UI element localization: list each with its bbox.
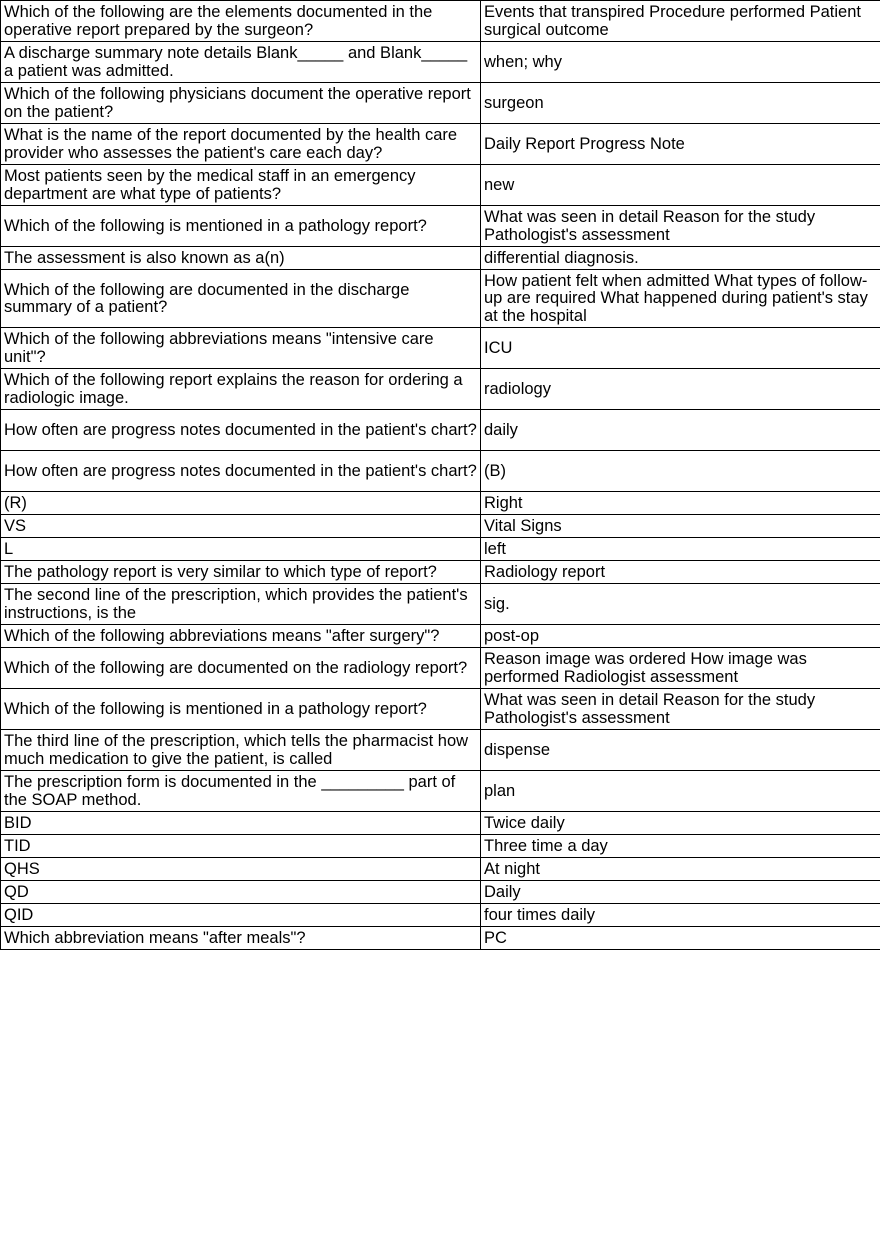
table-row — [1, 584, 880, 625]
answer-cell: plan — [481, 771, 880, 812]
table-row — [1, 270, 880, 328]
table-row — [1, 730, 880, 771]
answer-cell: four times daily — [481, 904, 880, 927]
answer-cell: What was seen in detail Reason for the study Pathologist's assessment — [481, 689, 880, 730]
table-row — [1, 835, 880, 858]
table-row — [1, 492, 880, 515]
answer-cell: Reason image was ordered How image was performed Radiologist assessment — [481, 648, 880, 689]
table-row — [1, 42, 880, 83]
question-cell: (R) — [1, 492, 481, 515]
question-cell: The second line of the prescription, which provides the patient's instructions, is the — [1, 584, 481, 625]
question-cell: QD — [1, 881, 481, 904]
answer-cell: Daily — [481, 881, 880, 904]
answer-cell: sig. — [481, 584, 880, 625]
question-cell: QHS — [1, 858, 481, 881]
table-row — [1, 410, 880, 451]
question-cell: Which of the following are documented on the radiology report? — [1, 648, 481, 689]
table-row — [1, 881, 880, 904]
answer-cell: PC — [481, 927, 880, 950]
table-row — [1, 927, 880, 950]
question-cell: The assessment is also known as a(n) — [1, 247, 481, 270]
answer-cell: Events that transpired Procedure performed Patient surgical outcome — [481, 1, 880, 42]
answer-cell: Radiology report — [481, 561, 880, 584]
question-cell: What is the name of the report documented by the health care provider who assesses the patient's care each day? — [1, 124, 481, 165]
answer-cell: Three time a day — [481, 835, 880, 858]
question-cell: L — [1, 538, 481, 561]
question-cell: VS — [1, 515, 481, 538]
table-row — [1, 83, 880, 124]
table-row — [1, 328, 880, 369]
table-row — [1, 369, 880, 410]
table-row — [1, 247, 880, 270]
table-row — [1, 625, 880, 648]
answer-cell: radiology — [481, 369, 880, 410]
answer-cell: Twice daily — [481, 812, 880, 835]
question-cell: TID — [1, 835, 481, 858]
table-row — [1, 538, 880, 561]
answer-cell: daily — [481, 410, 880, 451]
answer-cell: Vital Signs — [481, 515, 880, 538]
table-row — [1, 648, 880, 689]
question-cell: Most patients seen by the medical staff in an emergency department are what type of patients? — [1, 165, 481, 206]
question-cell: The third line of the prescription, which tells the pharmacist how much medication to give the patient, is called — [1, 730, 481, 771]
question-cell: Which of the following are documented in the discharge summary of a patient? — [1, 270, 481, 328]
table-row — [1, 206, 880, 247]
table-row — [1, 165, 880, 206]
answer-cell: At night — [481, 858, 880, 881]
question-cell: A discharge summary note details Blank_____ and Blank_____ a patient was admitted. — [1, 42, 481, 83]
table-row — [1, 771, 880, 812]
table-row — [1, 1, 880, 42]
table-row — [1, 858, 880, 881]
question-cell: Which of the following abbreviations means "intensive care unit"? — [1, 328, 481, 369]
question-cell: Which of the following are the elements documented in the operative report prepared by the surgeon? — [1, 1, 481, 42]
answer-cell: dispense — [481, 730, 880, 771]
table-row — [1, 561, 880, 584]
table-row — [1, 124, 880, 165]
answer-cell: when; why — [481, 42, 880, 83]
table-row — [1, 812, 880, 835]
question-cell: The prescription form is documented in the _________ part of the SOAP method. — [1, 771, 481, 812]
question-cell: Which of the following is mentioned in a pathology report? — [1, 689, 481, 730]
table-row — [1, 451, 880, 492]
question-cell: QID — [1, 904, 481, 927]
table-row — [1, 515, 880, 538]
table-row — [1, 689, 880, 730]
question-cell: BID — [1, 812, 481, 835]
answer-cell: new — [481, 165, 880, 206]
answer-cell: How patient felt when admitted What types of follow-up are required What happened during patient's stay at the hospital — [481, 270, 880, 328]
question-cell: Which of the following abbreviations means "after surgery"? — [1, 625, 481, 648]
answer-cell: differential diagnosis. — [481, 247, 880, 270]
question-cell: Which of the following is mentioned in a pathology report? — [1, 206, 481, 247]
answer-cell: What was seen in detail Reason for the study Pathologist's assessment — [481, 206, 880, 247]
question-cell: Which abbreviation means "after meals"? — [1, 927, 481, 950]
question-cell: How often are progress notes documented in the patient's chart? — [1, 410, 481, 451]
question-cell: How often are progress notes documented in the patient's chart? — [1, 451, 481, 492]
question-cell: The pathology report is very similar to which type of report? — [1, 561, 481, 584]
flashcard-table-body — [1, 1, 880, 950]
table-row — [1, 904, 880, 927]
answer-cell: ICU — [481, 328, 880, 369]
answer-cell: Right — [481, 492, 880, 515]
question-cell: Which of the following physicians document the operative report on the patient? — [1, 83, 481, 124]
answer-cell: (B) — [481, 451, 880, 492]
answer-cell: Daily Report Progress Note — [481, 124, 880, 165]
question-cell: Which of the following report explains the reason for ordering a radiologic image. — [1, 369, 481, 410]
answer-cell: left — [481, 538, 880, 561]
answer-cell: surgeon — [481, 83, 880, 124]
answer-cell: post-op — [481, 625, 880, 648]
